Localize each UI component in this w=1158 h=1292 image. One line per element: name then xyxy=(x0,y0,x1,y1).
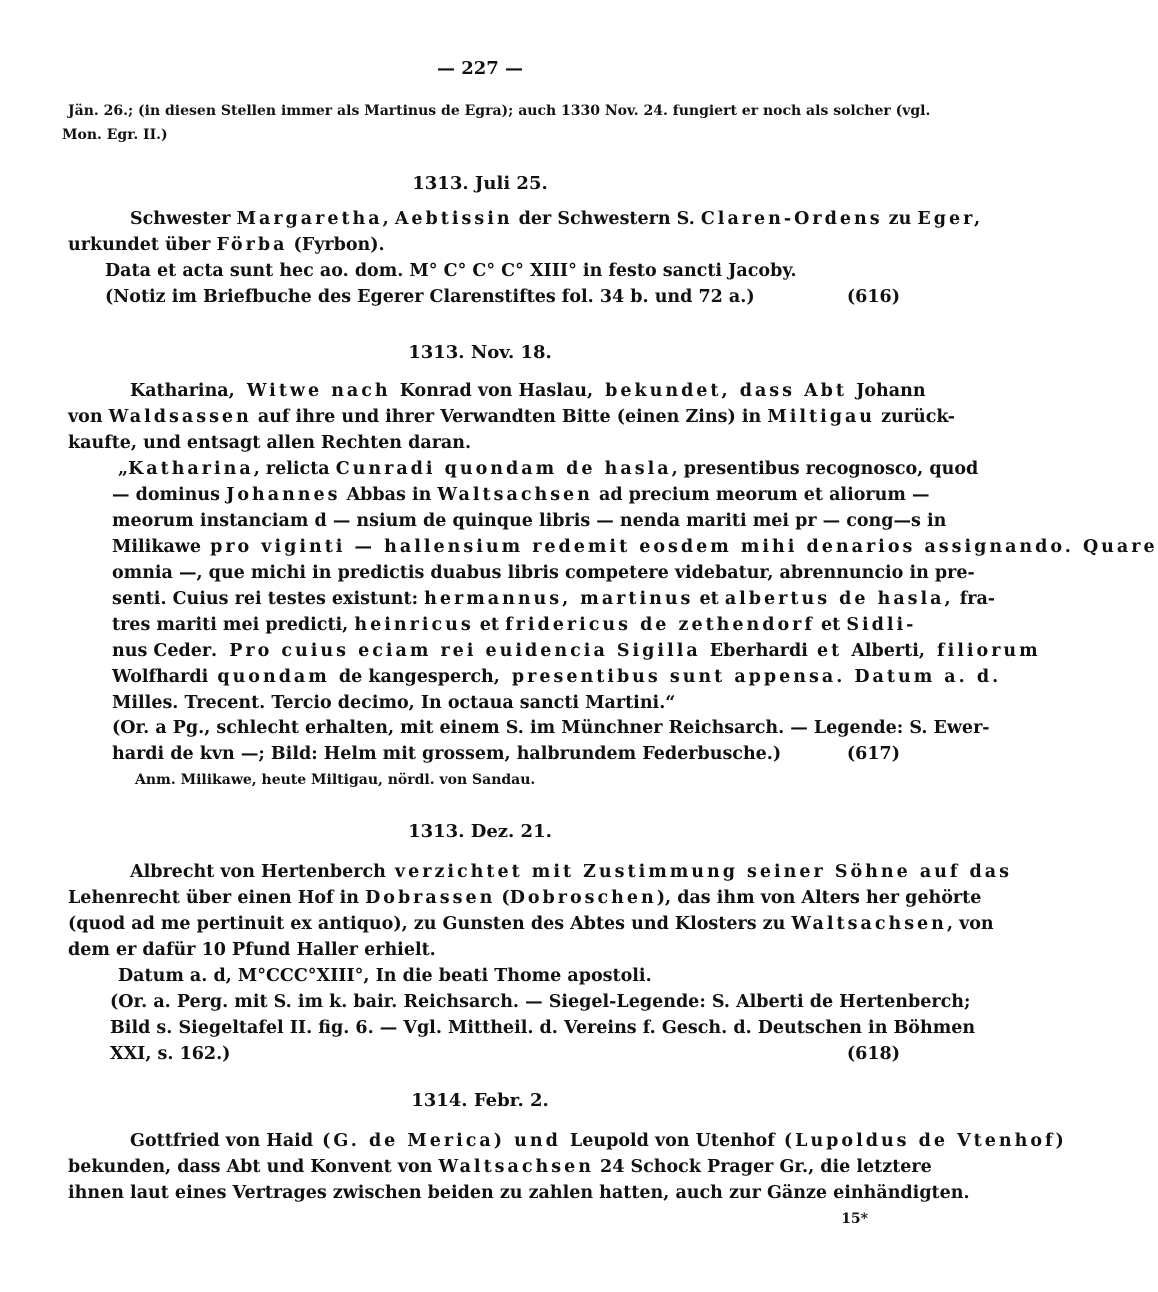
text-line xyxy=(118,459,979,479)
text-run: Leupold von Utenhof xyxy=(569,1131,775,1151)
spaced-name: Cunradi quondam de hasla xyxy=(335,459,672,479)
text-run: , von xyxy=(946,914,994,934)
page-number: — 227 — xyxy=(436,58,524,79)
text-line xyxy=(112,589,996,609)
continuation-line: Mon. Egr. II.) xyxy=(62,127,168,143)
text-run: — dominus xyxy=(112,485,227,505)
entry-heading: 1314. Febr. 2. xyxy=(411,1090,549,1111)
spaced-name: , Witwe nach xyxy=(228,381,400,401)
text-run: senti. Cuius rei testes existunt: xyxy=(112,589,425,609)
spaced-name: Waltsachsen xyxy=(437,485,593,505)
text-line xyxy=(130,381,926,401)
text-run: Konrad von Haslau xyxy=(399,381,587,401)
text-line xyxy=(112,718,990,738)
spaced-name: albertus de hasla, xyxy=(724,589,954,609)
entry-heading: 1313. Nov. 18. xyxy=(408,342,552,363)
text-line xyxy=(112,641,1041,661)
text-run: „ xyxy=(118,459,129,479)
text-run: Bild s. Siegeltafel II. fig. 6. — Vgl. Mittheil. d. Vereins f. Gesch. d. Deutschen in Böhmen xyxy=(110,1018,976,1038)
text-run: , presentibus recognosco, quod xyxy=(671,459,979,479)
spaced-name: (Lupoldus de Vtenhof) xyxy=(774,1131,1067,1151)
text-run: Johann xyxy=(856,381,926,401)
text-run: Datum a. d, M°CCC°XIII°, In die beati Thome apostoli. xyxy=(118,966,652,986)
text-run: ), das ihm von Alters her gehörte xyxy=(656,888,982,908)
text-line xyxy=(112,537,1158,557)
text-run: Schwester xyxy=(130,209,237,229)
text-run: omnia —, que michi in predictis duabus libris competere videbatur, abrennuncio in pre- xyxy=(112,563,975,583)
text-line xyxy=(110,992,971,1012)
text-run: von xyxy=(68,407,109,427)
text-run: (Notiz im Briefbuche des Egerer Clarenstiftes fol. 34 b. und 72 a.) xyxy=(105,287,755,307)
annotation-note: Anm. Milikawe, heute Miltigau, nördl. von Sandau. xyxy=(135,772,536,788)
text-run: Milles. Trecent. Tercio decimo, In octaua sancti Martini.“ xyxy=(112,693,676,713)
text-line xyxy=(112,695,675,713)
text-run: et xyxy=(473,615,506,635)
text-line xyxy=(110,1046,230,1064)
text-run: fra- xyxy=(953,589,996,609)
text-run: ad precium meorum et aliorum — xyxy=(592,485,930,505)
text-run: (Or. a. Perg. mit S. im k. bair. Reichsarch. — Siegel-Legende: S. Alberti de Hertenberch; xyxy=(110,992,971,1012)
text-line xyxy=(68,942,436,960)
text-run: nus Ceder xyxy=(112,641,212,661)
text-line xyxy=(130,862,1012,882)
text-run: , xyxy=(382,209,395,229)
text-line xyxy=(118,968,652,986)
text-line xyxy=(112,615,917,635)
entry-heading: 1313. Dez. 21. xyxy=(408,821,552,842)
spaced-name: Waldsassen xyxy=(108,407,252,427)
text-run: dem er dafür 10 Pfund Haller erhielt. xyxy=(68,940,436,960)
spaced-name: Eger, xyxy=(917,209,984,229)
text-line xyxy=(112,563,975,583)
text-run: ihnen laut eines Vertrages zwischen beiden zu zahlen hatten, auch zur Gänze einhändigten. xyxy=(68,1183,970,1203)
document-number: (617) xyxy=(846,744,900,764)
text-run: Eberhardi xyxy=(709,641,808,661)
document-number: (618) xyxy=(846,1044,900,1064)
spaced-name: , presentibus sunt appensa. Datum a. d. xyxy=(493,667,1002,687)
text-line xyxy=(68,1157,932,1177)
text-line xyxy=(105,289,755,307)
spaced-name: Förba xyxy=(216,235,288,255)
spaced-name: , filiorum xyxy=(918,641,1041,661)
text-run: meorum instanciam d — nsium de quinque libris — nenda mariti mei pr — cong—s in xyxy=(112,511,947,531)
text-run: zurück- xyxy=(875,407,956,427)
spaced-name: Miltigau xyxy=(767,407,876,427)
entry-heading: 1313. Juli 25. xyxy=(412,173,548,194)
text-line xyxy=(112,746,781,764)
spaced-name: et xyxy=(807,641,852,661)
text-run: Abbas in xyxy=(340,485,438,505)
spaced-name: Aebtissin xyxy=(394,209,513,229)
text-line xyxy=(130,209,984,229)
spaced-name: quondam xyxy=(208,667,339,687)
text-line xyxy=(112,485,930,505)
text-run: der Schwestern S. xyxy=(512,209,701,229)
spaced-name: Johannes xyxy=(226,485,341,505)
text-line xyxy=(110,1018,976,1038)
spaced-name: Dobrassen xyxy=(365,888,496,908)
document-number: (616) xyxy=(846,287,900,307)
text-run: bekunden, dass Abt und Konvent von xyxy=(68,1157,439,1177)
text-run: kaufte, und entsagt allen Rechten daran. xyxy=(68,433,472,453)
spaced-name: hermannus, martinus xyxy=(424,589,694,609)
spaced-name: , bekundet, dass Abt xyxy=(586,381,857,401)
text-run: zu xyxy=(882,209,918,229)
text-run: Katharina xyxy=(130,381,229,401)
text-line xyxy=(105,263,797,281)
text-line xyxy=(68,435,471,453)
text-run: Milikawe xyxy=(112,537,201,557)
spaced-name: pro viginti — hallensium redemit eosdem mihi denarios assignando. Quare xyxy=(200,537,1158,557)
text-run: (Fyrbon). xyxy=(287,235,385,255)
text-run: et xyxy=(814,615,847,635)
text-line xyxy=(68,914,994,934)
text-line xyxy=(68,888,982,908)
text-run: (quod ad me pertinuit ex antiquo), zu Gunsten des Abtes und Klosters zu xyxy=(68,914,792,934)
text-line xyxy=(130,1131,1067,1151)
text-line xyxy=(68,407,956,427)
text-run: Data et acta sunt hec ao. dom. M° C° C° C° XIII° in festo sancti Jacoby. xyxy=(105,261,797,281)
text-run: auf ihre und ihrer Verwandten Bitte (einen Zins) in xyxy=(251,407,768,427)
text-line xyxy=(68,237,385,255)
spaced-name: heinricus xyxy=(354,615,474,635)
spaced-name: Claren-Ordens xyxy=(700,209,883,229)
spaced-name: Margaretha xyxy=(236,209,383,229)
text-line xyxy=(112,667,1002,687)
text-run: 24 Schock Prager Gr., die letztere xyxy=(593,1157,932,1177)
text-run: urkundet über xyxy=(68,235,217,255)
spaced-name: Waltsachsen xyxy=(438,1157,594,1177)
signature-mark: 15* xyxy=(841,1211,868,1227)
text-run: Albrecht von Hertenberch xyxy=(130,862,386,882)
text-run: ( xyxy=(495,888,510,908)
text-line xyxy=(112,511,947,531)
text-run: Gottfried von Haid xyxy=(130,1131,314,1151)
text-run: XXI, s. 162.) xyxy=(110,1044,231,1064)
spaced-name: Waltsachsen xyxy=(791,914,947,934)
spaced-name: verzichtet mit Zustimmung seiner Söhne auf das xyxy=(385,862,1012,882)
text-run: et xyxy=(693,589,725,609)
text-run: Wolfhardi xyxy=(112,667,209,687)
spaced-name: fridericus de zethendorf xyxy=(505,615,815,635)
spaced-name: Sidli- xyxy=(846,615,917,635)
spaced-name: Dobroschen xyxy=(509,888,657,908)
continuation-line: Jän. 26.; (in diesen Stellen immer als Martinus de Egra); auch 1330 Nov. 24. fungiert er noch als solcher (vgl. xyxy=(68,103,931,119)
text-run: (Or. a Pg., schlecht erhalten, mit einem S. im Münchner Reichsarch. — Legende: S. Ewer- xyxy=(112,718,990,738)
spaced-name: Katharina xyxy=(128,459,254,479)
text-run: Alberti xyxy=(851,641,919,661)
text-run: de kangesperch xyxy=(338,667,494,687)
text-run: hardi de kvn —; Bild: Helm mit grossem, halbrundem Federbusche.) xyxy=(112,744,782,764)
text-line xyxy=(68,1185,970,1203)
text-run: tres mariti mei predicti, xyxy=(112,615,355,635)
spaced-name: (G. de Merica) und xyxy=(313,1131,570,1151)
text-run: Lehenrecht über einen Hof in xyxy=(68,888,366,908)
text-run: , relicta xyxy=(253,459,336,479)
spaced-name: . Pro cuius eciam rei euidencia Sigilla xyxy=(211,641,710,661)
